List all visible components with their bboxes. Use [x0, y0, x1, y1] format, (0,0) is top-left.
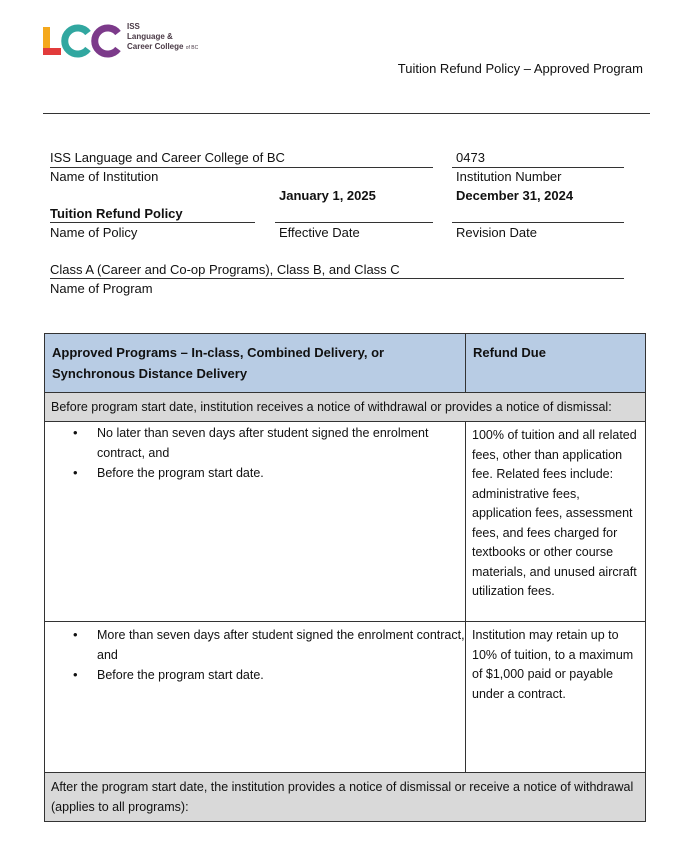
list-item: • No later than seven days after student signed the enrolment contract, and	[45, 423, 465, 463]
institution-line	[50, 167, 433, 168]
conditions-cell	[45, 422, 466, 622]
document-title: Tuition Refund Policy – Approved Program	[397, 61, 643, 76]
section-after-start: After the program start date, the institution provides a notice of dismissal or receive a notice of withdrawal (applies to all programs):	[45, 773, 646, 822]
list-item: • Before the program start date.	[45, 463, 465, 483]
list-item: • Before the program start date.	[45, 665, 465, 685]
institution-number-label: Institution Number	[456, 169, 562, 184]
institution-number-line	[452, 167, 624, 168]
logo-line-2: Language &	[127, 32, 173, 41]
program-line	[50, 278, 624, 279]
program-label: Name of Program	[50, 281, 153, 296]
table-header-refund-due: Refund Due	[466, 334, 646, 393]
institution-value: ISS Language and Career College of BC	[50, 150, 285, 165]
table-row	[45, 622, 646, 773]
revision-date-label: Revision Date	[456, 225, 537, 240]
logo-line-3: Career College	[127, 42, 184, 51]
policy-line	[50, 222, 255, 223]
logo-text	[127, 22, 198, 53]
revision-date-value: December 31, 2024	[456, 188, 574, 203]
refund-policy-table	[44, 333, 646, 822]
table-row	[45, 422, 646, 622]
logo-line-1: ISS	[127, 22, 140, 31]
conditions-list	[45, 423, 465, 483]
conditions-list	[45, 625, 465, 685]
policy-value: Tuition Refund Policy	[50, 206, 183, 221]
header-divider	[43, 113, 650, 114]
logo-line-3-small: of BC	[185, 45, 199, 51]
section-before-start: Before program start date, institution receives a notice of withdrawal or provides a notice of dismissal:	[45, 393, 646, 422]
policy-label: Name of Policy	[50, 225, 138, 240]
refund-cell: 100% of tuition and all related fees, other than application fee. Related fees include: administrative fees, application fees, assessment fees, and fees charged for textbooks or other course materials, and unused aircraft utilization fees.	[466, 422, 646, 622]
institution-label: Name of Institution	[50, 169, 159, 184]
refund-cell: Institution may retain up to 10% of tuition, to a maximum of $1,000 paid or payable under a contract.	[466, 622, 646, 773]
lcc-logo-mark-icon	[42, 24, 124, 58]
program-value: Class A (Career and Co-op Programs), Class B, and Class C	[50, 262, 400, 277]
revision-date-line	[452, 222, 624, 223]
institution-number-value: 0473	[456, 150, 485, 165]
list-item: • More than seven days after student signed the enrolment contract, and	[45, 625, 465, 665]
effective-date-line	[275, 222, 433, 223]
effective-date-value: January 1, 2025	[279, 188, 376, 203]
table-header-programs: Approved Programs – In-class, Combined Delivery, or Synchronous Distance Delivery	[45, 334, 466, 393]
effective-date-label: Effective Date	[279, 225, 360, 240]
conditions-cell	[45, 622, 466, 773]
college-logo	[42, 22, 222, 62]
